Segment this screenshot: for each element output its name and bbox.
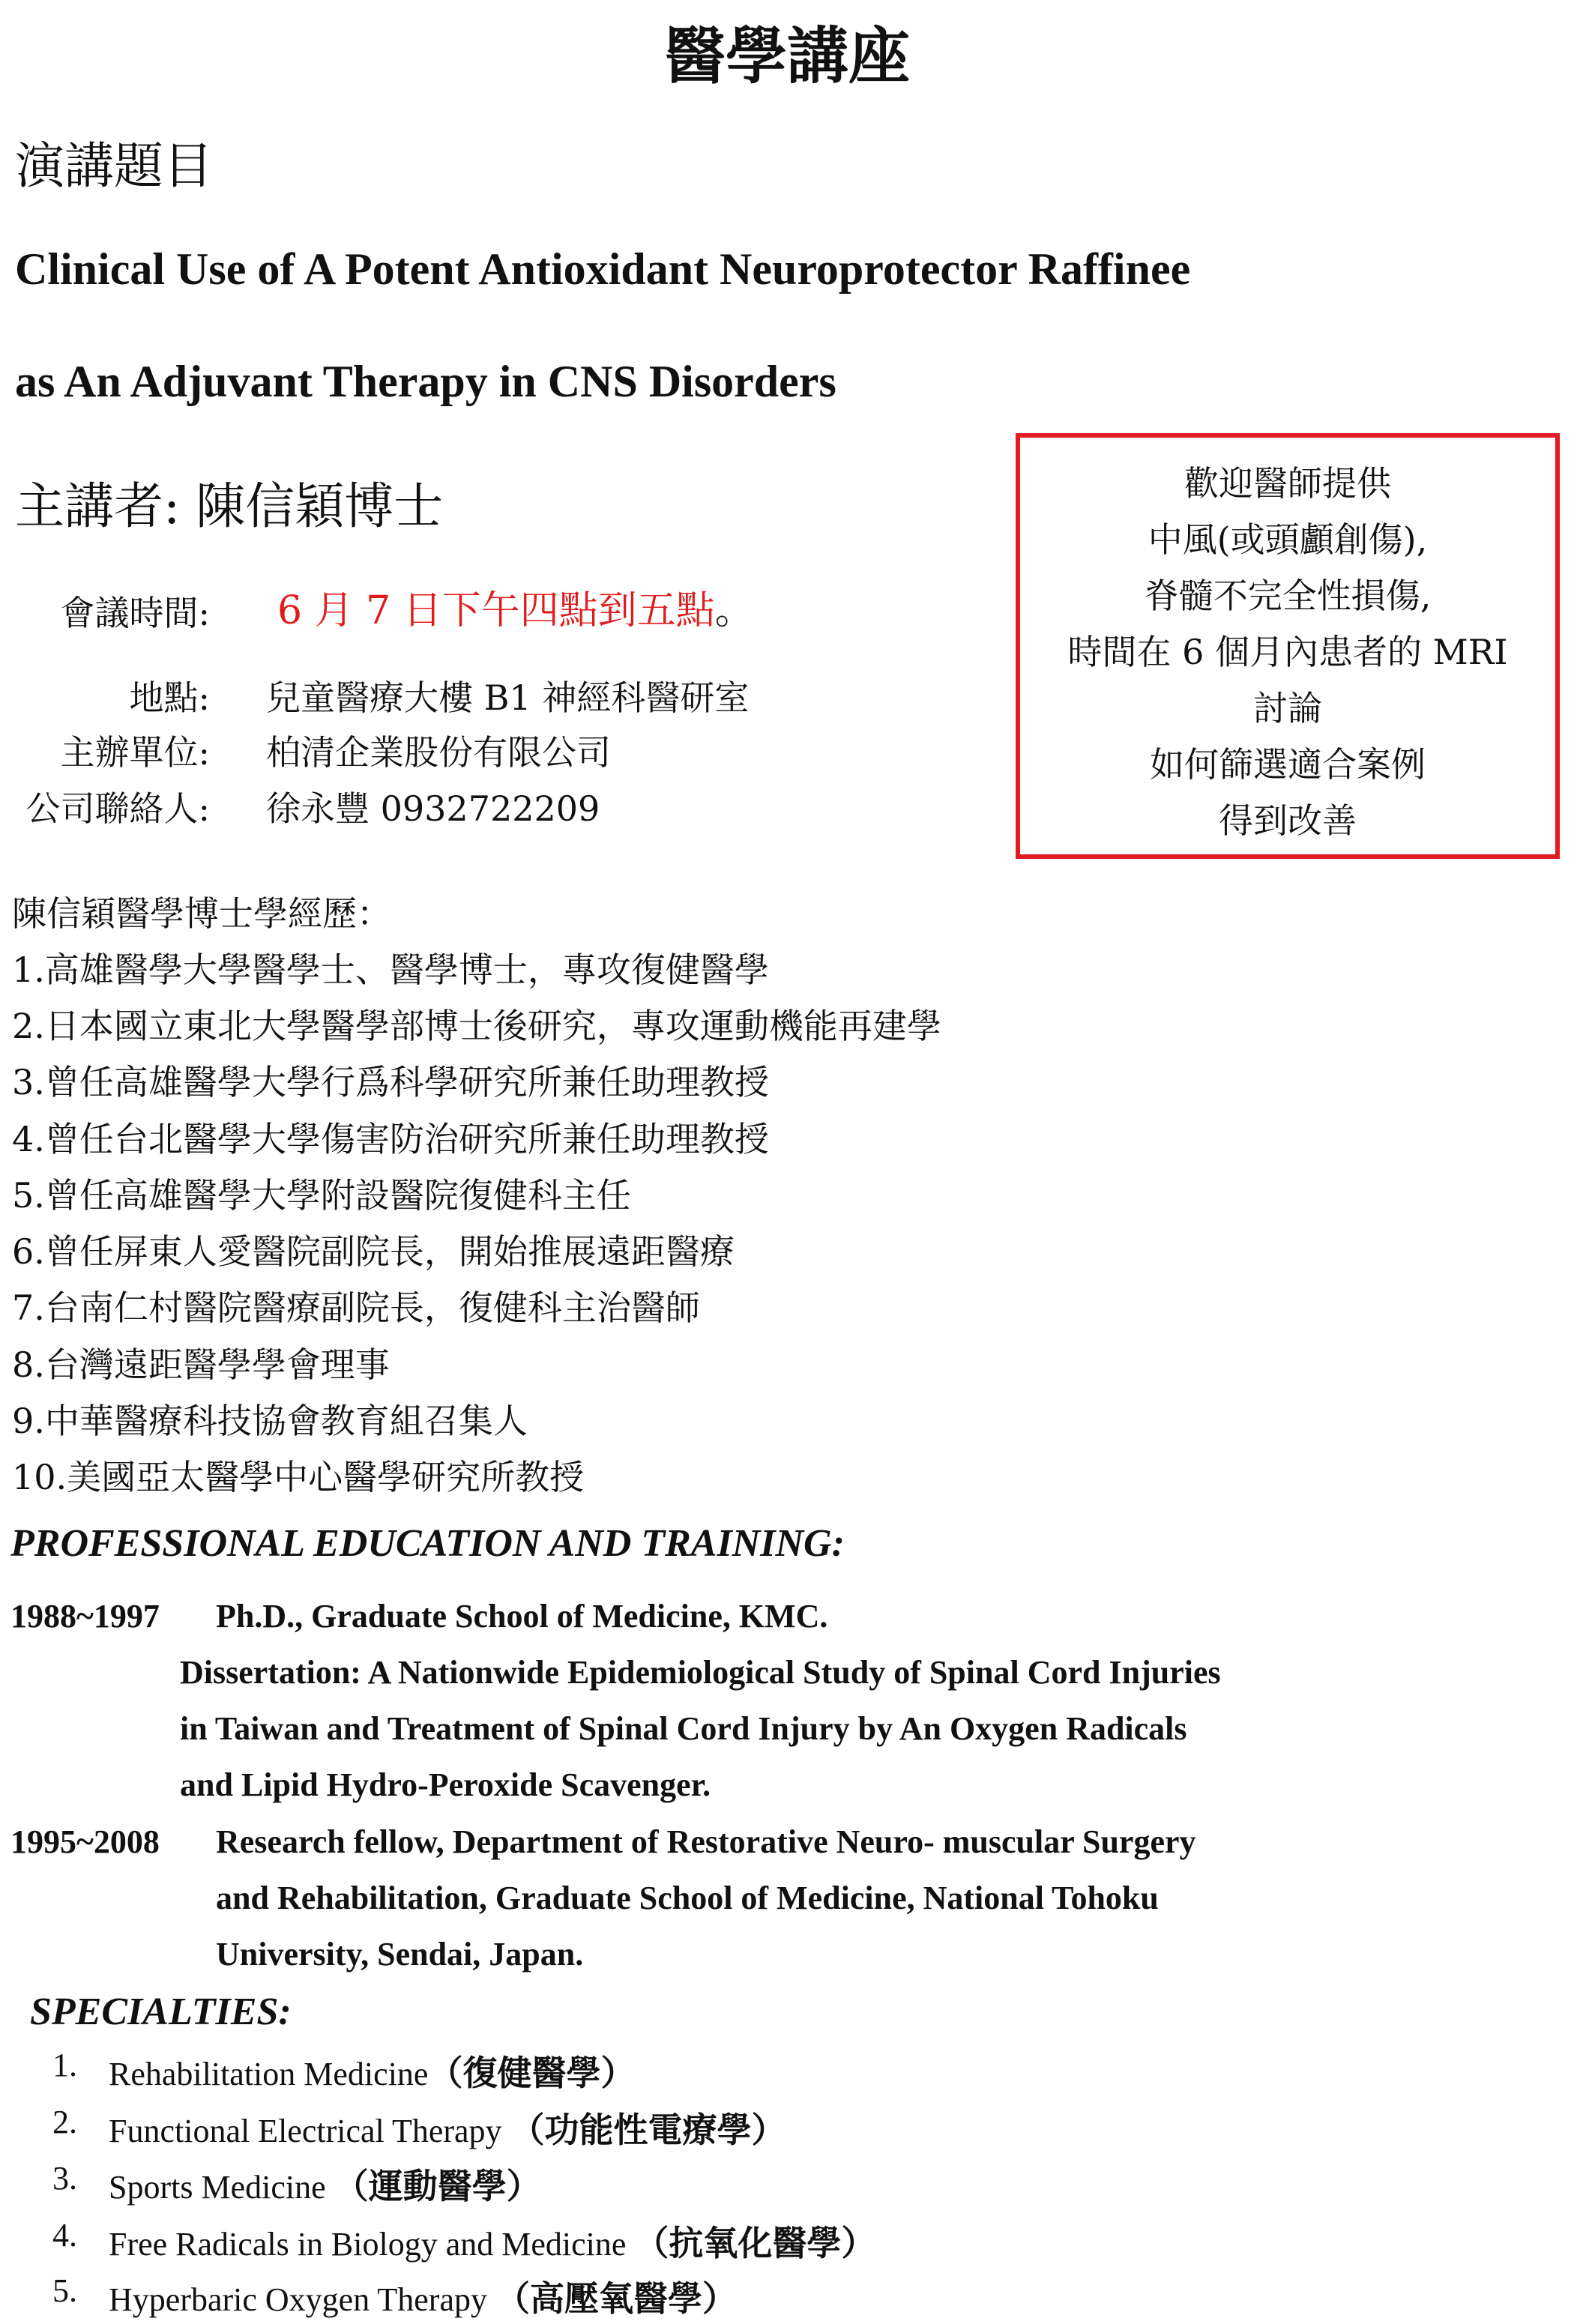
education-years: 1988~1997	[10, 1598, 160, 1635]
education-years: 1995~2008	[10, 1823, 160, 1860]
specialty-item	[109, 2103, 786, 2152]
specialty-item	[109, 2046, 635, 2095]
specialty-en: Hyperbaric Oxygen Therapy	[109, 2281, 487, 2318]
notice-line: 歡迎醫師提供	[1184, 463, 1391, 504]
education-detail: Dissertation: A Nationwide Epidemiological Study of Spinal Cord Injuries	[180, 1654, 1221, 1691]
bio-item: 7.台南仁村醫院醫療副院長，復健科主治醫師	[12, 1288, 700, 1328]
bio-item: 10.美國亞太醫學中心醫學研究所教授	[12, 1457, 585, 1497]
specialty-cn: （運動醫學）	[334, 2166, 541, 2206]
specialty-number: 3.	[52, 2160, 77, 2197]
notice-line: 時間在 6 個月內患者的 MRI	[1067, 632, 1508, 672]
english-title-line2: as An Adjuvant Therapy in CNS Disorders	[15, 357, 836, 406]
specialty-en: Free Radicals in Biology and Medicine	[109, 2226, 627, 2263]
bio-item: 2.日本國立東北大學醫學部博士後研究，專攻運動機能再建學	[12, 1006, 941, 1046]
specialty-number: 5.	[52, 2272, 77, 2309]
specialty-cn: （高壓氧醫學）	[495, 2278, 737, 2319]
page-title: 醫學講座	[663, 20, 910, 92]
bio-item: 5.曾任高雄醫學大學附設醫院復健科主任	[12, 1175, 631, 1216]
notice-line: 討論	[1253, 688, 1322, 728]
education-heading: PROFESSIONAL EDUCATION AND TRAINING:	[10, 1522, 845, 1565]
bio-item: 6.曾任屏東人愛醫院副院長，開始推展遠距醫療	[12, 1231, 735, 1272]
specialty-item	[109, 2159, 541, 2209]
notice-line: 中風(或頭顱創傷),	[1148, 519, 1428, 560]
specialty-number: 4.	[52, 2217, 77, 2254]
bio-item: 9.中華醫療科技協會教育組召集人	[12, 1401, 528, 1441]
education-detail: and Rehabilitation, Graduate School of Medicine, National Tohoku	[216, 1880, 1159, 1916]
speaker: 主講者: 陳信穎博士	[15, 477, 444, 535]
notice-box	[1016, 433, 1560, 859]
notice-line: 脊髓不完全性損傷,	[1144, 576, 1432, 616]
meeting-time-label: 會議時間:	[60, 593, 210, 633]
notice-line: 如何篩選適合案例	[1150, 744, 1426, 785]
english-title-line1: Clinical Use of A Potent Antioxidant Neuroprotector Raffinee	[15, 244, 1191, 294]
organizer-label: 主辦單位:	[60, 732, 210, 773]
education-position: Research fellow, Department of Restorative Neuro- muscular Surgery	[216, 1823, 1196, 1860]
education-detail: and Lipid Hydro-Peroxide Scavenger.	[180, 1766, 711, 1803]
meeting-time-text: 6 月 7 日下午四點到五點	[277, 588, 715, 633]
bio-item: 3.曾任高雄醫學大學行爲科學研究所兼任助理教授	[12, 1062, 769, 1102]
specialty-cn: （功能性電療學）	[510, 2110, 786, 2150]
meeting-time-suffix: 。	[714, 588, 754, 633]
meeting-time-value	[277, 579, 754, 635]
bio-item: 8.台灣遠距醫學學會理事	[12, 1344, 390, 1385]
specialty-number: 1.	[52, 2047, 77, 2083]
bio-item: 1.高雄醫學大學醫學士、醫學博士，專攻復健醫學	[12, 950, 769, 990]
location-value: 兒童醫療大樓 B1 神經科醫研室	[266, 677, 750, 718]
lecture-topic-label: 演講題目	[15, 137, 213, 195]
specialty-item	[109, 2272, 737, 2321]
bio-heading: 陳信穎醫學博士學經歷：	[12, 893, 391, 934]
specialty-cn: （復健醫學）	[428, 2053, 636, 2093]
contact-value: 徐永豐 0932722209	[266, 788, 600, 829]
specialty-en: Sports Medicine	[109, 2169, 326, 2206]
location-label: 地點:	[129, 677, 210, 718]
contact-label: 公司聯絡人:	[25, 788, 210, 829]
bio-item: 4.曾任台北醫學大學傷害防治研究所兼任助理教授	[12, 1119, 769, 1159]
education-detail: University, Sendai, Japan.	[216, 1936, 584, 1973]
specialties-heading: SPECIALTIES:	[30, 1991, 292, 2033]
specialty-item	[109, 2216, 875, 2266]
education-degree: Ph.D., Graduate School of Medicine, KMC.	[216, 1598, 828, 1635]
specialty-number: 2.	[52, 2104, 77, 2140]
specialty-en: Rehabilitation Medicine	[109, 2056, 429, 2092]
specialty-cn: （抗氧化醫學）	[634, 2223, 876, 2263]
notice-line: 得到改善	[1219, 800, 1357, 841]
organizer-value: 柏清企業股份有限公司	[266, 732, 611, 773]
education-detail: in Taiwan and Treatment of Spinal Cord Injury by An Oxygen Radicals	[180, 1710, 1187, 1747]
specialty-en: Functional Electrical Therapy	[109, 2113, 502, 2149]
